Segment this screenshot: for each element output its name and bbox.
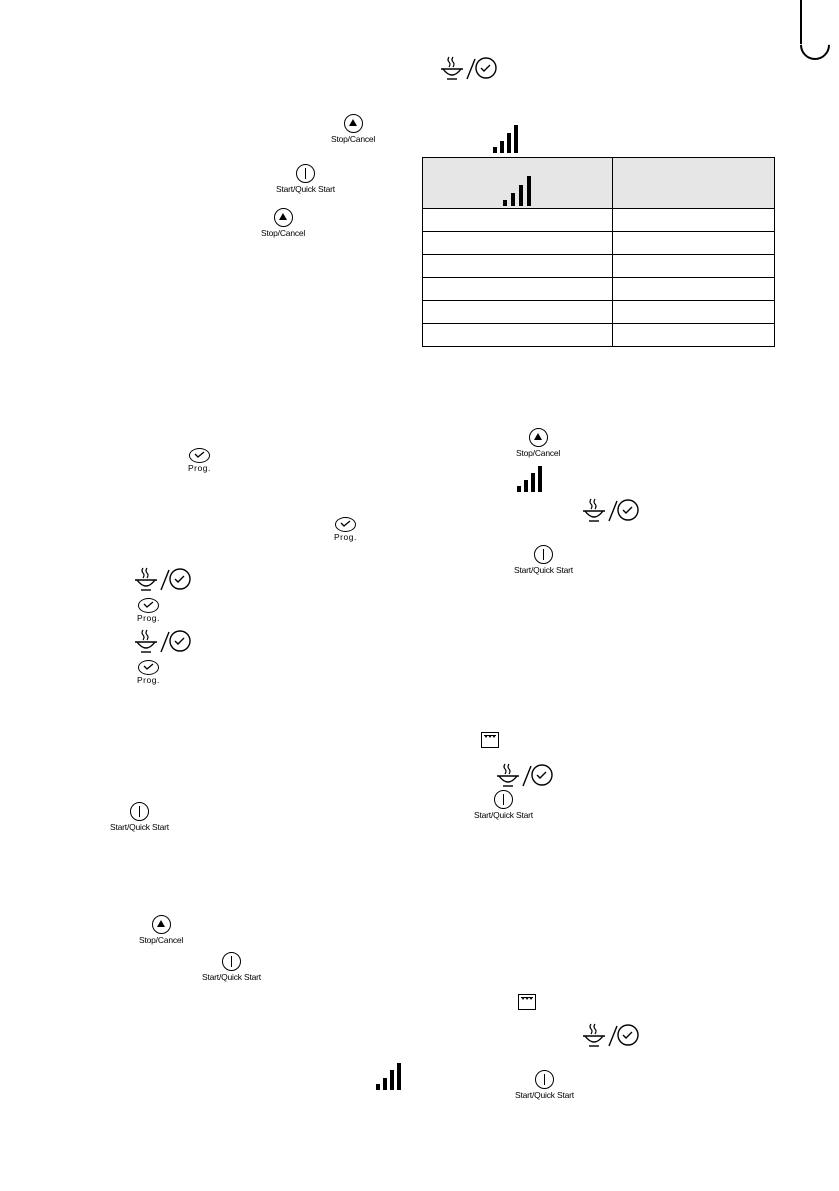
stop-cancel-icon: [344, 114, 363, 133]
signal-table: [422, 157, 775, 347]
table-row: [423, 278, 775, 301]
start-icon: [534, 545, 553, 564]
start-quick-start-button[interactable]: [514, 545, 573, 575]
table-row: [423, 232, 775, 255]
table-row: [423, 255, 775, 278]
stop-cancel-label: Stop/Cancel: [261, 228, 306, 238]
start-quick-start-button[interactable]: [202, 952, 261, 982]
start-icon: [130, 802, 149, 821]
steam-timer-icon: [582, 497, 640, 525]
prog-label: Prog.: [334, 532, 357, 542]
steam-timer-icon: [582, 1022, 640, 1050]
steam-timer-icon: [440, 55, 498, 83]
start-label: Start/Quick Start: [515, 1090, 574, 1100]
prog-icon: [138, 598, 159, 613]
start-icon: [494, 790, 513, 809]
signal-strength-icon: [376, 1063, 403, 1090]
start-quick-start-button[interactable]: [474, 790, 533, 820]
start-label: Start/Quick Start: [474, 810, 533, 820]
prog-label: Prog.: [137, 675, 160, 685]
prog-icon: [335, 517, 356, 532]
prog-icon: [189, 448, 210, 463]
prog-button[interactable]: [188, 448, 211, 473]
prog-button[interactable]: [137, 660, 160, 685]
oven-icon: [518, 994, 536, 1010]
start-label: Start/Quick Start: [514, 565, 573, 575]
stop-cancel-icon: [274, 208, 293, 227]
prog-icon: [138, 660, 159, 675]
start-label: Start/Quick Start: [110, 822, 169, 832]
stop-cancel-icon: [152, 915, 171, 934]
start-quick-start-button[interactable]: [515, 1070, 574, 1100]
table-header-2: [613, 158, 775, 209]
stop-cancel-label: Stop/Cancel: [516, 448, 561, 458]
stop-cancel-label: Stop/Cancel: [331, 134, 376, 144]
stop-cancel-button[interactable]: [331, 114, 375, 144]
signal-strength-icon: [517, 466, 543, 492]
start-icon: [296, 164, 315, 183]
steam-timer-icon: [134, 628, 192, 656]
table-row: [423, 209, 775, 232]
prog-label: Prog.: [137, 613, 160, 623]
start-icon: [222, 952, 241, 971]
oven-icon: [481, 732, 499, 748]
table-row: [423, 324, 775, 347]
start-icon: [535, 1070, 554, 1089]
stop-cancel-icon: [529, 428, 548, 447]
stop-cancel-button[interactable]: [139, 915, 183, 945]
table-header-row: [423, 158, 775, 209]
stop-cancel-label: Stop/Cancel: [139, 935, 184, 945]
table-header-signal: [423, 158, 613, 209]
stop-cancel-button[interactable]: [516, 428, 560, 458]
signal-strength-icon: [503, 176, 533, 206]
table-row: [423, 301, 775, 324]
start-quick-start-button[interactable]: [276, 164, 335, 194]
start-quick-start-button[interactable]: [110, 802, 169, 832]
prog-button[interactable]: [137, 598, 160, 623]
steam-timer-icon: [134, 566, 192, 594]
start-label: Start/Quick Start: [276, 184, 335, 194]
signal-strength-icon: [493, 125, 521, 153]
stop-cancel-button[interactable]: [261, 208, 305, 238]
steam-timer-icon: [496, 762, 554, 790]
prog-label: Prog.: [188, 463, 211, 473]
prog-button[interactable]: [334, 517, 357, 542]
start-label: Start/Quick Start: [202, 972, 261, 982]
